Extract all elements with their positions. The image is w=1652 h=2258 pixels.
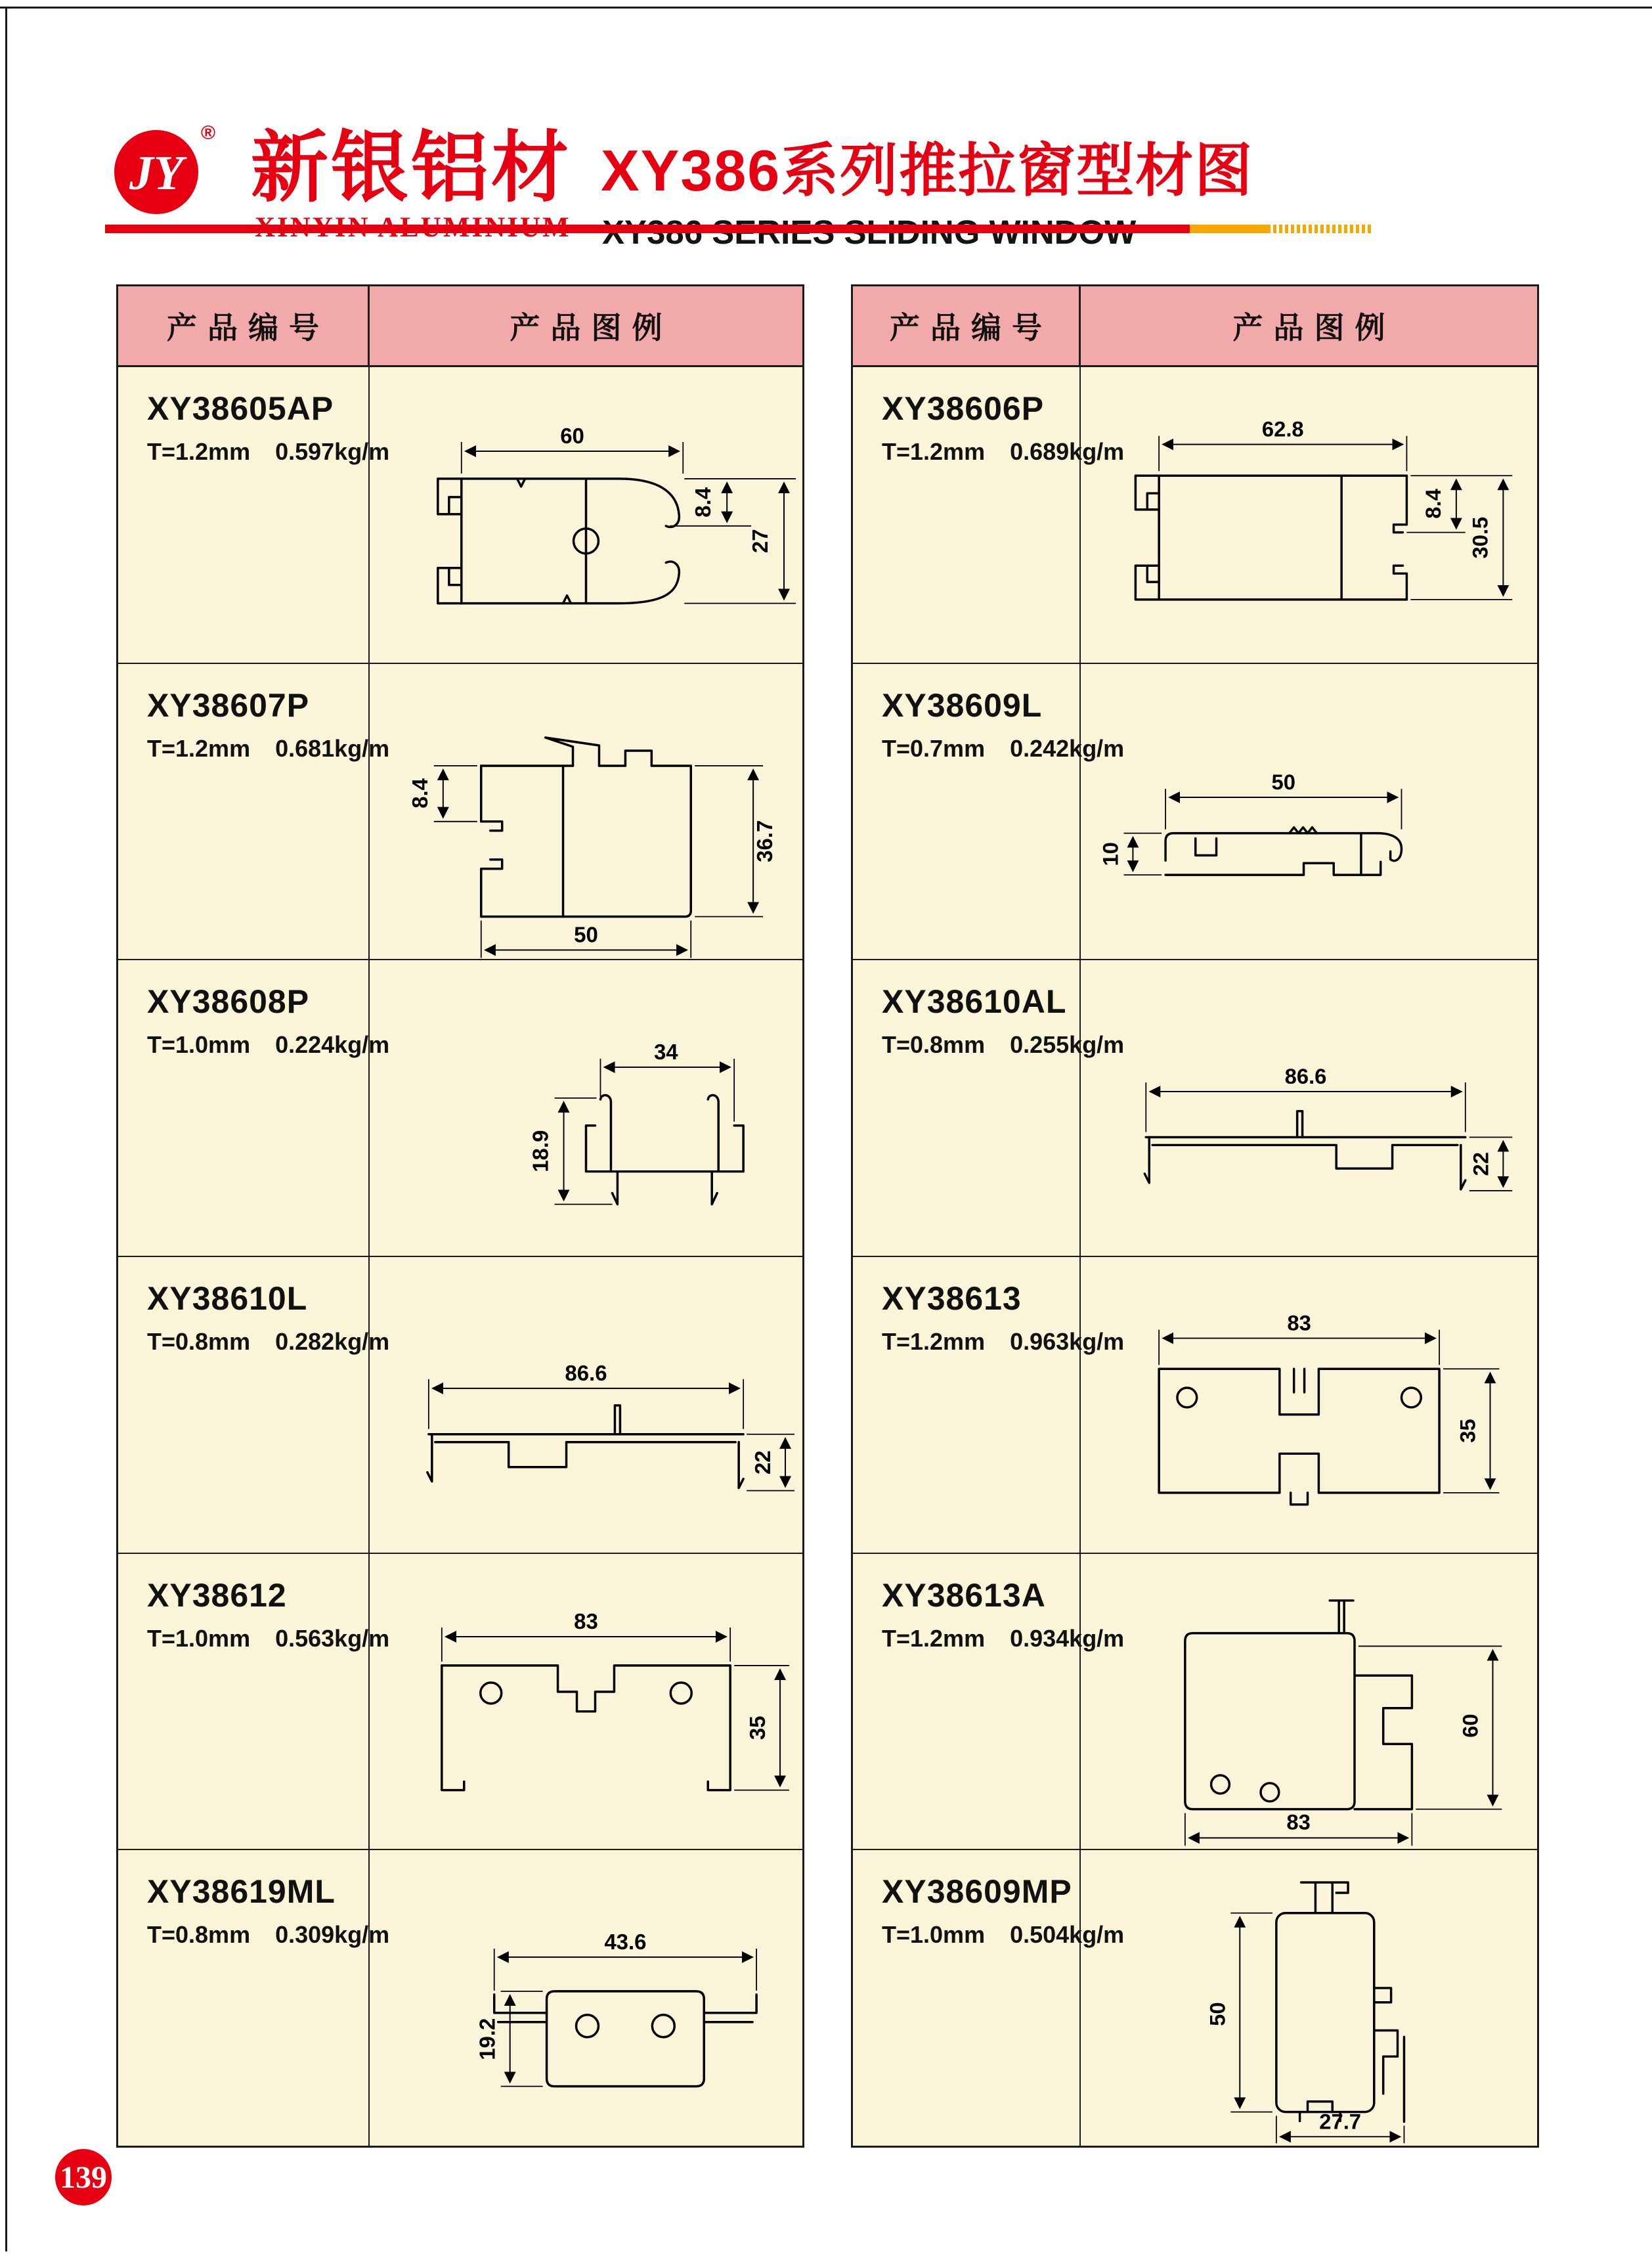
product-spec [882,438,1125,466]
product-code: XY38613A [882,1576,1046,1614]
thickness: T=1.2mm [147,438,251,465]
product-spec [147,1031,390,1059]
table-row [853,1850,1537,2146]
product-spec [882,734,1125,763]
header-cell-code: 产品编号 [118,286,370,365]
profile-drawing [370,1554,802,1849]
header-cell-code: 产品编号 [853,286,1081,365]
product-spec [147,1624,390,1652]
product-spec [147,438,390,466]
table-row [853,1554,1537,1851]
product-code: XY38609MP [882,1873,1072,1911]
table-row [853,367,1537,664]
profile-drawing [370,1850,802,2146]
product-spec [882,1031,1125,1059]
dim-label: 60 [560,424,584,449]
dim-label: 22 [750,1450,775,1475]
dim-label: 62.8 [1261,416,1304,441]
profile-table-left [116,284,804,2148]
product-spec [882,1921,1125,1949]
profile-drawing-cell [1081,1850,1537,2146]
dim-label: 83 [574,1608,598,1633]
dim-label: 34 [653,1040,678,1065]
table-row [118,960,802,1257]
thickness: T=0.8mm [147,1921,251,1949]
product-spec [882,1328,1125,1356]
header-cell-legend: 产品图例 [1232,311,1396,345]
table-row [118,1257,802,1554]
dim-label: 43.6 [604,1930,647,1955]
profile-drawing-cell [1081,664,1537,960]
profile-drawing [1081,1554,1537,1849]
thickness: T=1.2mm [882,1328,986,1356]
dim-label: 50 [574,922,598,947]
xinyin-logo [110,126,202,218]
weight: 0.255kg/m [1010,1031,1125,1059]
profile-drawing [1081,367,1537,663]
profile-drawing-cell [1081,960,1537,1256]
header-rule-yellow [1190,225,1267,233]
profile-drawing [370,664,802,960]
table-row [118,367,802,664]
product-code-cell [853,1554,1125,1849]
table-header [118,286,802,367]
header-rule-red [105,225,1190,233]
product-code: XY38613 [882,1280,1022,1317]
weight: 0.934kg/m [1010,1624,1125,1652]
product-code: XY38609L [882,686,1043,724]
thickness: T=1.0mm [147,1031,251,1059]
table-row [118,1850,802,2146]
dim-label: 30.5 [1467,516,1492,559]
weight: 0.242kg/m [1010,734,1125,762]
product-code: XY38608P [147,983,310,1021]
weight: 0.563kg/m [275,1624,390,1652]
dim-label: 86.6 [565,1360,607,1385]
product-code: XY38606P [882,390,1045,427]
dim-label: 27.7 [1319,2109,1362,2134]
thickness: T=0.8mm [147,1328,251,1356]
product-code-cell [118,1554,390,1849]
dim-label: 8.4 [1421,489,1446,519]
product-code-cell [853,1850,1125,2146]
weight: 0.309kg/m [275,1921,390,1949]
product-spec [147,1328,390,1356]
dim-label: 35 [745,1716,770,1740]
thickness: T=1.2mm [147,734,251,762]
weight: 0.504kg/m [1010,1921,1125,1949]
dim-label: 60 [1458,1714,1483,1738]
dim-label: 50 [1205,2002,1230,2027]
product-spec [882,1624,1125,1652]
weight: 0.224kg/m [275,1031,390,1059]
weight: 0.689kg/m [1010,438,1125,465]
profile-drawing-cell [370,960,802,1256]
table-header [853,286,1537,367]
registered-icon: ® [201,122,216,144]
product-code-cell [118,367,390,663]
table-row [853,1257,1537,1554]
profile-table-right [851,284,1539,2148]
profile-drawing-cell [370,367,802,663]
profile-drawing-cell [370,664,802,960]
profile-drawing-cell [1081,1554,1537,1849]
product-code: XY38610AL [882,983,1067,1021]
brand-name-cn: 新银铝材 [251,125,572,211]
dim-label: 86.6 [1284,1064,1327,1089]
dim-label: 35 [1455,1419,1480,1443]
product-code: XY38607P [147,686,310,724]
profile-drawing [370,960,802,1256]
dim-label: 27 [748,529,773,554]
dim-label: 83 [1286,1809,1311,1834]
header-cell-legend: 产品图例 [510,311,673,345]
dim-label: 8.4 [407,778,432,808]
dim-label: 8.4 [691,487,716,518]
thickness: T=1.0mm [882,1921,986,1949]
profile-drawing [1081,1850,1537,2146]
product-code-cell [853,367,1125,663]
weight: 0.963kg/m [1010,1328,1125,1356]
profile-drawing [1081,664,1537,960]
profile-drawing [370,1257,802,1553]
page-left-rule [5,7,7,2251]
profile-drawing [1081,960,1537,1256]
product-code: XY38612 [147,1576,287,1614]
thickness: T=0.8mm [882,1031,986,1059]
page-top-rule [0,7,1652,9]
dim-label: 50 [1271,769,1295,794]
dim-label: 22 [1468,1152,1493,1176]
product-code-cell [118,664,390,960]
product-code-cell [118,1850,390,2146]
page-number: 139 [60,2159,107,2195]
dim-label: 19.2 [475,2018,500,2061]
product-code-cell [853,960,1125,1256]
product-spec [147,734,390,763]
page-title-cn: XY386系列推拉窗型材图 [601,138,1254,203]
logo-monogram: JY [129,146,184,200]
profile-drawing [1081,1257,1537,1553]
product-code-cell [118,960,390,1256]
weight: 0.681kg/m [275,734,390,762]
weight: 0.597kg/m [275,438,390,465]
header-rule-stripes [1267,225,1371,233]
product-code-cell [118,1257,390,1553]
dim-label: 10 [1098,841,1123,866]
product-spec [147,1921,390,1949]
table-row [853,664,1537,961]
profile-drawing-cell [370,1850,802,2146]
profile-drawing [370,367,802,663]
weight: 0.282kg/m [275,1328,390,1356]
thickness: T=1.0mm [147,1624,251,1652]
profile-drawing-cell [1081,367,1537,663]
table-row [118,1554,802,1851]
profile-drawing-cell [370,1554,802,1849]
dim-label: 83 [1287,1310,1311,1335]
table-row [853,960,1537,1257]
dim-label: 18.9 [528,1130,553,1173]
thickness: T=1.2mm [882,438,986,465]
table-row [118,664,802,961]
product-code: XY38605AP [147,390,334,427]
page-number-badge [55,2149,112,2205]
dim-label: 36.7 [752,820,777,862]
thickness: T=0.7mm [882,734,986,762]
profile-drawing-cell [1081,1257,1537,1553]
product-code: XY38619ML [147,1873,336,1911]
profile-drawing-cell [370,1257,802,1553]
product-code-cell [853,1257,1125,1553]
product-code: XY38610L [147,1280,308,1317]
thickness: T=1.2mm [882,1624,986,1652]
